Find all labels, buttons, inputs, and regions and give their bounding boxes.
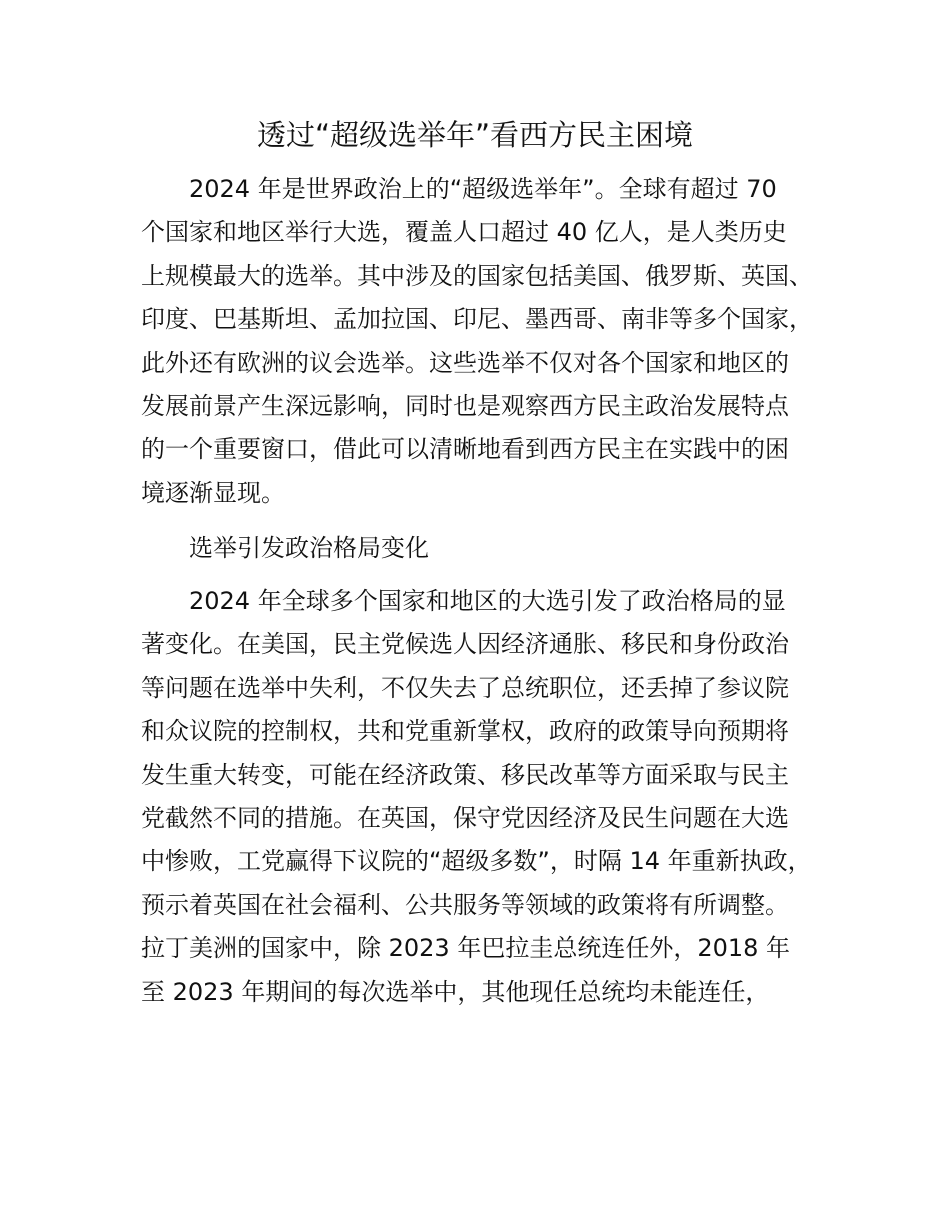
text-line: 拉丁美洲的国家中，除 2023 年巴拉圭总统连任外，2018 年 xyxy=(141,934,791,963)
text-line: 党截然不同的措施。在英国，保守党因经济及民生问题在大选 xyxy=(141,803,789,832)
text-line: 预示着英国在社会福利、公共服务等领域的政策将有所调整。 xyxy=(141,890,789,919)
section-heading-block xyxy=(141,527,841,570)
text-line: 发展前景产生深远影响，同时也是观察西方民主政治发展特点 xyxy=(141,391,789,420)
text-line: 等问题在选举中失利，不仅失去了总统职位，还丢掉了参议院 xyxy=(141,673,789,702)
text-line: 的一个重要窗口，借此可以清晰地看到西方民主在实践中的困 xyxy=(141,435,789,464)
text-line: 和众议院的控制权，共和党重新掌权，政府的政策导向预期将 xyxy=(141,717,789,746)
text-line: 此外还有欧洲的议会选举。这些选举不仅对各个国家和地区的 xyxy=(141,348,789,377)
text-line: 发生重大转变，可能在经济政策、移民改革等方面采取与民主 xyxy=(141,760,789,789)
text-line: 2024 年是世界政治上的“超级选举年”。全球有超过 70 xyxy=(189,175,777,203)
text-line: 中惨败，工党赢得下议院的“超级多数”，时隔 14 年重新执政， xyxy=(141,847,812,876)
paragraph-intro xyxy=(141,168,841,515)
text-line: 境逐渐显现。 xyxy=(141,478,285,507)
text-line: 印度、巴基斯坦、孟加拉国、印尼、墨西哥、南非等多个国家， xyxy=(141,305,813,334)
text-line: 著变化。在美国，民主党候选人因经济通胀、移民和身份政治 xyxy=(141,630,789,659)
text-line: 2024 年全球多个国家和地区的大选引发了政治格局的显 xyxy=(189,587,786,615)
text-line: 至 2023 年期间的每次选举中，其他现任总统均未能连任， xyxy=(141,977,770,1006)
paragraph-political-change xyxy=(141,580,841,1014)
document-title: 透过“超级选举年”看西方民主困境 xyxy=(256,118,694,152)
text-line: 上规模最大的选举。其中涉及的国家包括美国、俄罗斯、英国、 xyxy=(141,261,813,290)
text-line: 个国家和地区举行大选，覆盖人口超过 40 亿人，是人类历史 xyxy=(141,218,787,247)
section-heading: 选举引发政治格局变化 xyxy=(189,534,429,562)
